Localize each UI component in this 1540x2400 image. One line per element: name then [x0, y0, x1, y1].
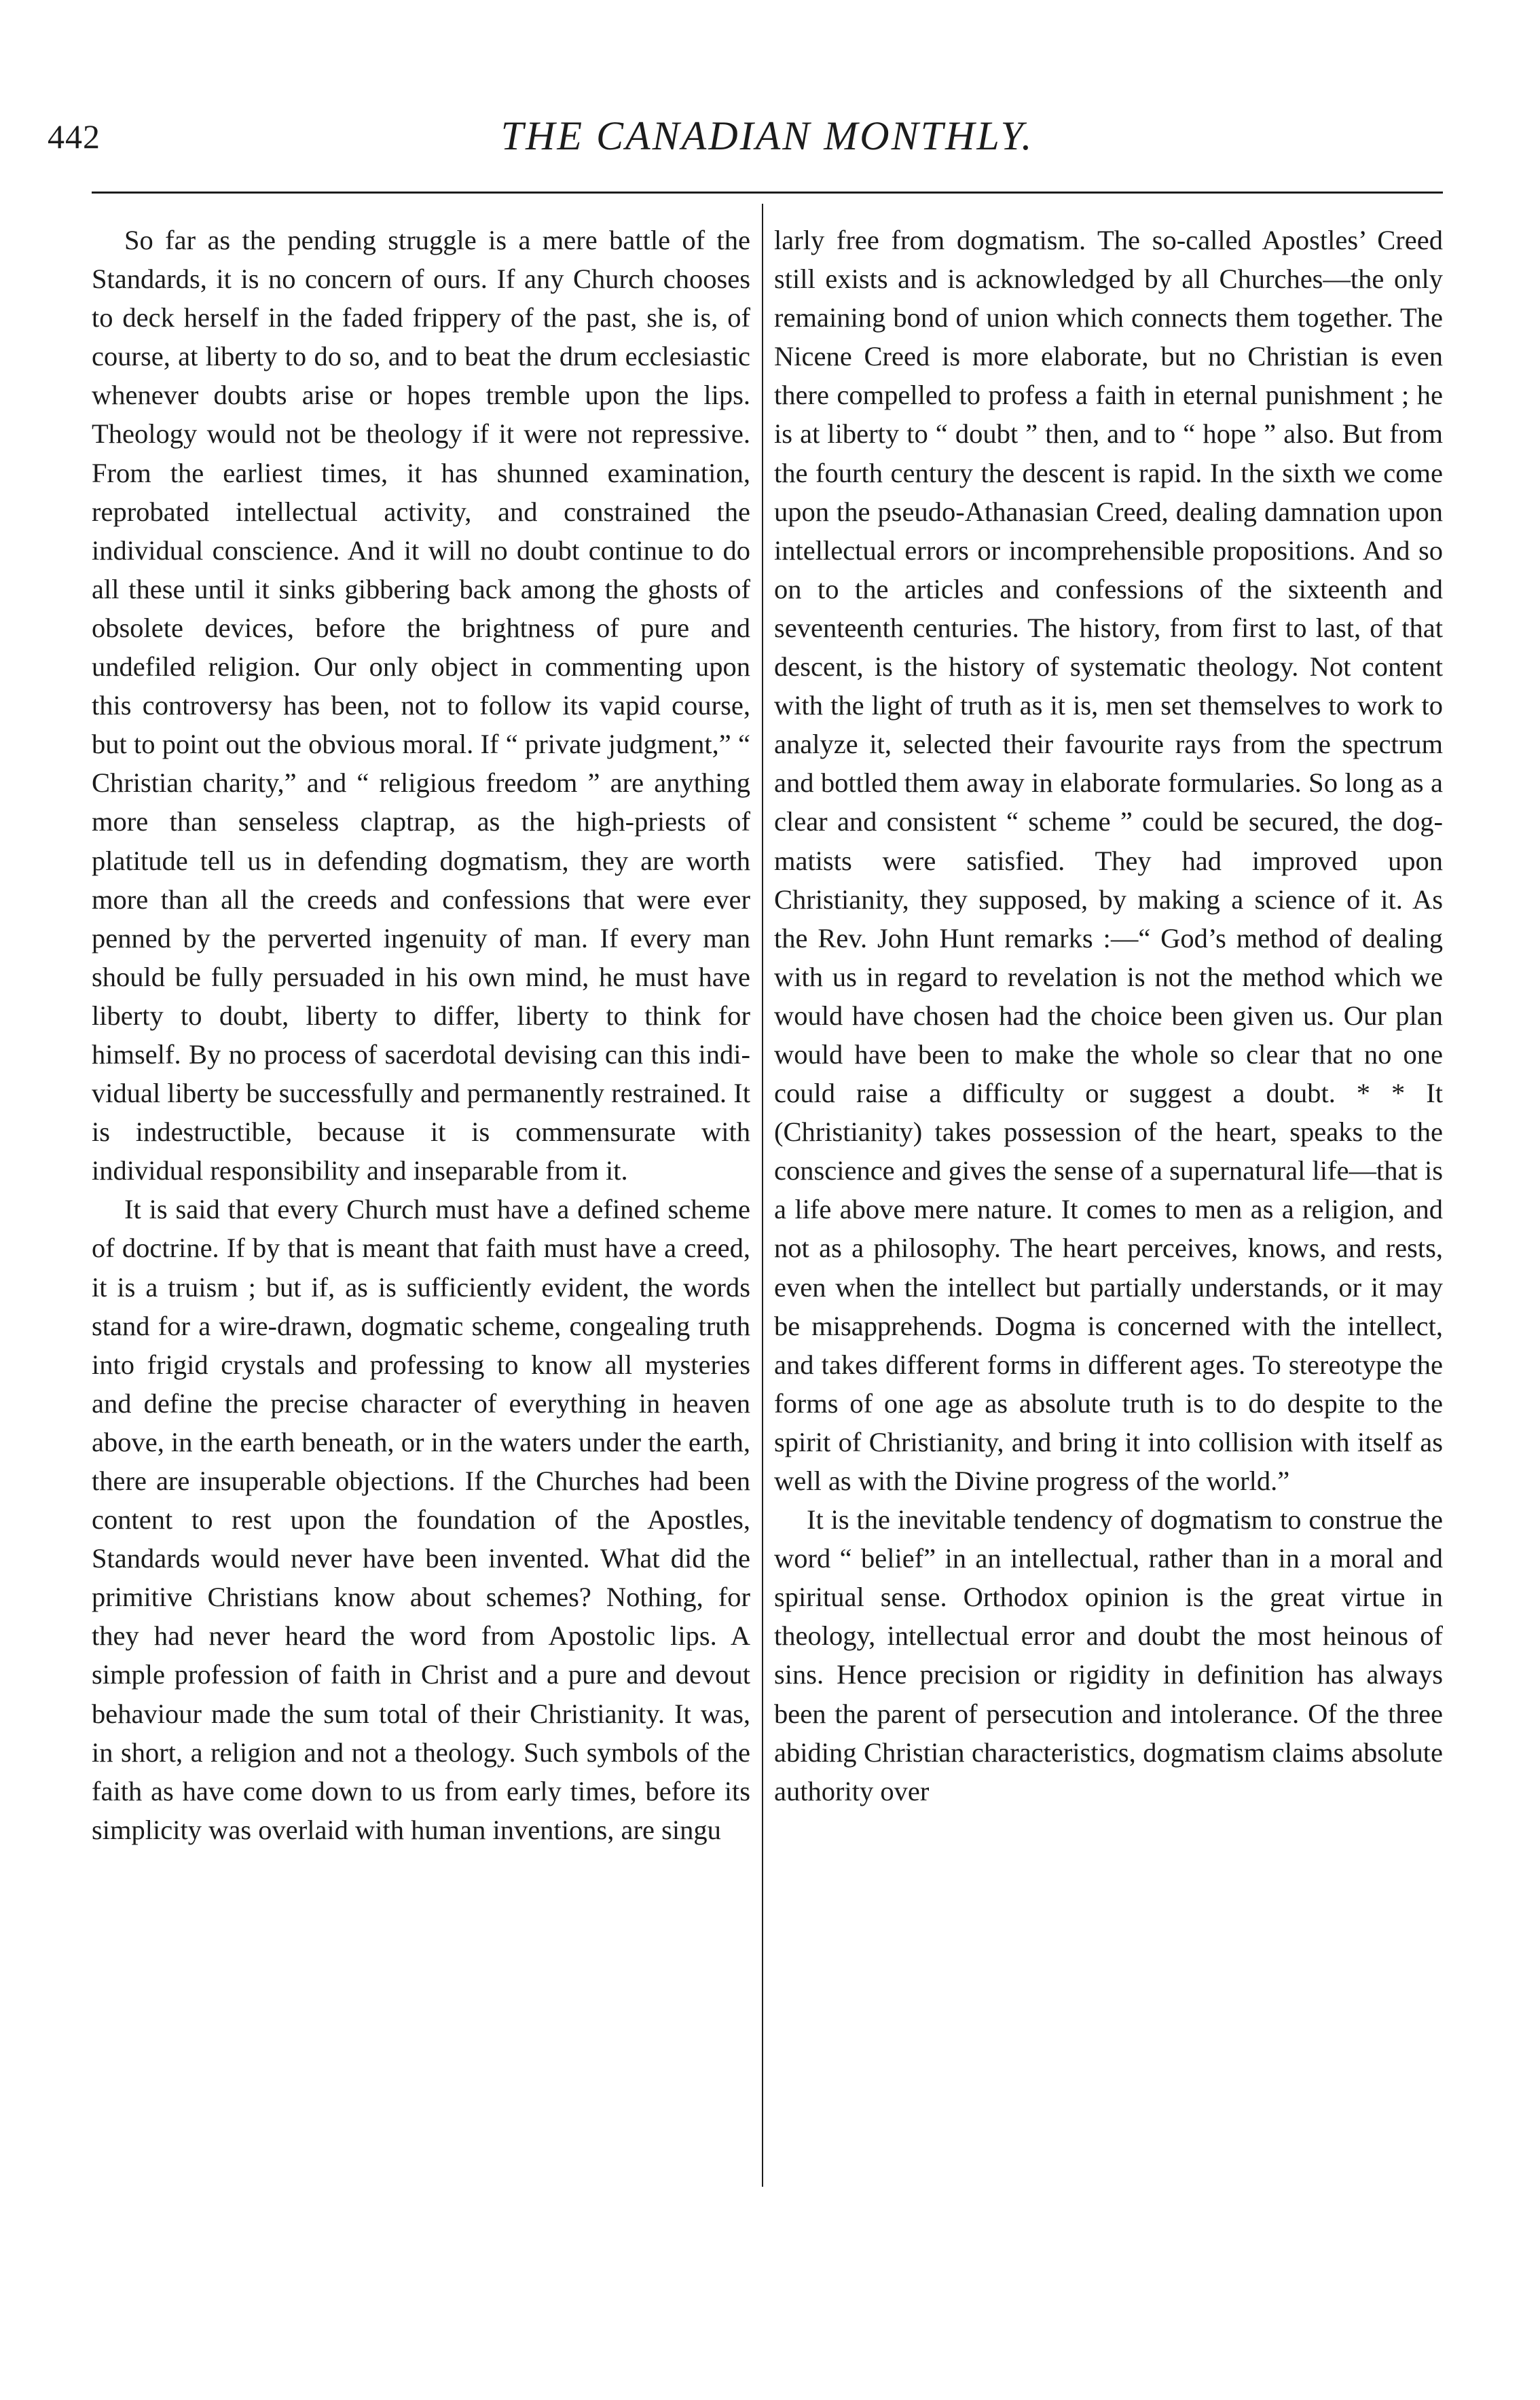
- paragraph: larly free from dogmatism. The so-called Apostles’ Creed still exists and is acknowledged by all Churches—the only remaining bond of union which connects them together. The Nicene Creed is more elaborate, but no Christian is even there compelled to profess a faith in eternal punishment ; he is at liberty to “ doubt ” then, and to “ hope ” also. But from the fourth century the descent is rapid. In the sixth we come upon the pseudo-Athanasian Creed, dealing damnation upon intellectual errors or incomprehensible propositions. And so on to the articles and confessions of the sixteenth and seventeenth centuries. The history, from first to last, of that descent, is the history of systematic theology. Not content with the light of truth as it is, men set themselves to work to analyze it, selected their favourite rays from the spectrum and bottled them away in elaborate formularies. So long as a clear and consistent “ scheme ” could be secured, the dogmatists were satisfied. They had improved upon Christianity, they supposed, by making a science of it. As the Rev. John Hunt remarks :—“ God’s method of dealing with us in regard to revelation is not the method which we would have chosen had the choice been given us. Our plan would have been to make the whole so clear that no one could raise a difficulty or suggest a doubt. * * It (Christianity) takes possession of the heart, speaks to the conscience and gives the sense of a supernatural life—that is a life above mere nature. It comes to men as a religion, and not as a philosophy. The heart perceives, knows, and rests, even when the intellect but partially understands, or it may be misapprehends. Dogma is concerned with the intellect, and takes different forms in different ages. To stereotype the forms of one age as absolute truth is to do despite to the spirit of Christianity, and bring it into collision with itself as well as with the Divine progress of the world.”: [774, 225, 1443, 1496]
- right-column: [774, 221, 1443, 2194]
- paragraph: It is said that every Church must have a defined scheme of doctrine. If by that is meant that faith must have a creed, it is a truism ; but if, as is sufficiently evident, the words stand for a wire-drawn, dogmatic scheme, congealing truth into frigid crystals and professing to know all mysteries and define the precise character of everything in heaven above, in the earth beneath, or in the waters under the earth, there are insuperable objections. If the Churches had been content to rest upon the foundation of the Apostles, Standards would never have been invented. What did the primitive Christians know about schemes? Nothing, for they had never heard the word from Apostolic lips. A simple profession of faith in Christ and a pure and devout behaviour made the sum total of their Christianity. It was, in short, a religion and not a theology. Such symbols of the faith as have come down to us from early times, before its simplicity was overlaid with human inventions, are singu: [92, 1194, 750, 1845]
- header-rule: [92, 192, 1443, 194]
- column-divider: [762, 204, 763, 2187]
- left-column: [92, 221, 750, 2194]
- paragraph: It is the inevitable tendency of dogmatism to construe the word “ belief” in an intellectual, rather than in a moral and spiritual sense. Orthodox opinion is the great virtue in theology, intellectual error and doubt the most heinous of sins. Hence precision or rigidity in definition has always been the parent of persecution and intolerance. Of the three abiding Christian characteristics, dogmatism claims absolute authority over: [774, 1504, 1443, 1806]
- page-number: 442: [48, 117, 100, 156]
- paragraph: So far as the pending struggle is a mere battle of the Standards, it is no concern of ours. If any Church chooses to deck herself in the faded frippery of the past, she is, of course, at liberty to do so, and to beat the drum ecclesiastic whenever doubts arise or hopes tremble upon the lips. Theology would not be theology if it were not repressive. From the earliest times, it has shunned examination, reprobated intellectual activity, and constrained the individual conscience. And it will no doubt continue to do all these until it sinks gibbering back among the ghosts of obsolete devices, before the brightness of pure and undefiled religion. Our only object in commenting upon this controversy has been, not to follow its vapid course, but to point out the obvious moral. If “ private judgment,” “ Christian charity,” and “ religious freedom ” are anything more than senseless claptrap, as the high-priests of platitude tell us in defending dogmatism, they are worth more than all the creeds and confessions that were ever penned by the perverted ingenuity of man. If every man should be fully persuaded in his own mind, he must have liberty to doubt, liberty to differ, liberty to think for himself. By no process of sacerdotal devising can this individual liberty be successfully and permanently restrained. It is indestructible, because it is commensurate with individual responsibility and inseparable from it.: [92, 225, 750, 1186]
- running-title: THE CANADIAN MONTHLY.: [500, 113, 1034, 158]
